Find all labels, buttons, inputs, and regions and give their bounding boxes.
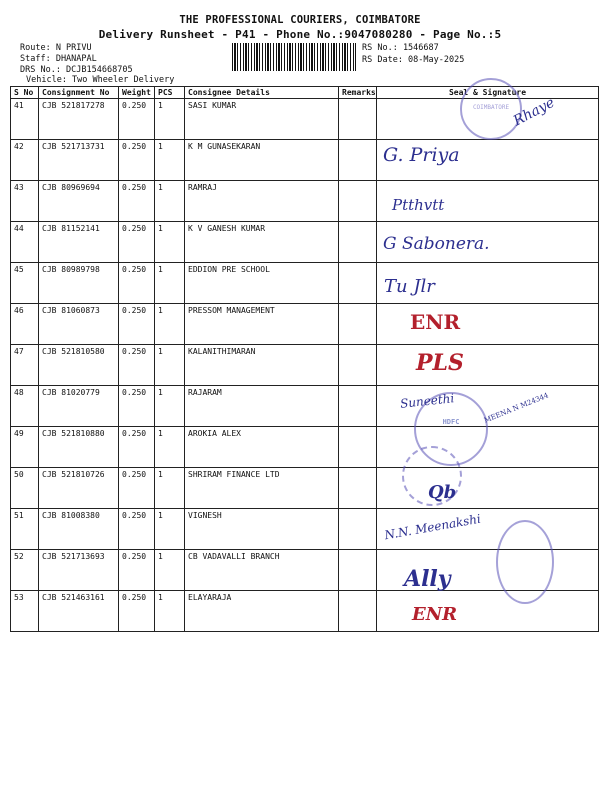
cell-consignee: ELAYARAJA <box>185 591 339 632</box>
cell-pcs: 1 <box>155 509 185 550</box>
cell-sno: 49 <box>11 427 39 468</box>
cell-consignment: CJB 80989798 <box>39 263 119 304</box>
cell-pcs: 1 <box>155 222 185 263</box>
cell-seal <box>377 386 599 427</box>
cell-consignee: SASI KUMAR <box>185 99 339 140</box>
cell-consignment: CJB 521713731 <box>39 140 119 181</box>
cell-remarks <box>339 468 377 509</box>
signature-43: Ptthvtt <box>392 196 445 214</box>
cell-consignment: CJB 521810580 <box>39 345 119 386</box>
cell-remarks <box>339 345 377 386</box>
table-row <box>11 181 599 222</box>
cell-weight: 0.250 <box>119 427 155 468</box>
cell-consignment: CJB 81008380 <box>39 509 119 550</box>
cell-pcs: 1 <box>155 263 185 304</box>
cell-sno: 43 <box>11 181 39 222</box>
cell-seal <box>377 345 599 386</box>
cell-pcs: 1 <box>155 427 185 468</box>
cell-consignee: CB VADAVALLI BRANCH <box>185 550 339 591</box>
header-weight: Weight <box>119 87 155 99</box>
table-row <box>11 468 599 509</box>
cell-weight: 0.250 <box>119 222 155 263</box>
cell-weight: 0.250 <box>119 550 155 591</box>
cell-sno: 45 <box>11 263 39 304</box>
signature-45: Tu Jlr <box>384 276 435 297</box>
cell-consignment: CJB 81020779 <box>39 386 119 427</box>
cell-consignment: CJB 81060873 <box>39 304 119 345</box>
runsheet-table <box>10 86 599 632</box>
cell-sno: 42 <box>11 140 39 181</box>
cell-remarks <box>339 140 377 181</box>
cell-consignment: CJB 521810880 <box>39 427 119 468</box>
header-remarks: Remarks <box>339 87 377 99</box>
cell-weight: 0.250 <box>119 591 155 632</box>
header-pcs: PCS <box>155 87 185 99</box>
table-row <box>11 386 599 427</box>
cell-weight: 0.250 <box>119 509 155 550</box>
signature-53: ENR <box>412 604 458 625</box>
cell-consignment: CJB 80969694 <box>39 181 119 222</box>
header-consignee: Consignee Details <box>185 87 339 99</box>
cell-weight: 0.250 <box>119 345 155 386</box>
cell-consignee: K V GANESH KUMAR <box>185 222 339 263</box>
cell-seal <box>377 591 599 632</box>
cell-pcs: 1 <box>155 591 185 632</box>
cell-pcs: 1 <box>155 304 185 345</box>
table-row <box>11 222 599 263</box>
header-sno: S No <box>11 87 39 99</box>
cell-seal <box>377 550 599 591</box>
table-row <box>11 345 599 386</box>
cell-remarks <box>339 427 377 468</box>
cell-consignment: CJB 521817278 <box>39 99 119 140</box>
cell-consignment: CJB 521810726 <box>39 468 119 509</box>
stamp-text: COIMBATORE <box>472 104 510 111</box>
cell-remarks <box>339 181 377 222</box>
cell-consignee: PRESSOM MANAGEMENT <box>185 304 339 345</box>
cell-seal <box>377 263 599 304</box>
cell-remarks <box>339 591 377 632</box>
cell-remarks <box>339 263 377 304</box>
cell-remarks <box>339 222 377 263</box>
signature-41: Rhaye <box>510 94 558 130</box>
cell-sno: 50 <box>11 468 39 509</box>
signature-48: Suneethi <box>399 391 455 411</box>
cell-consignment: CJB 521713693 <box>39 550 119 591</box>
staff: Staff: DHANAPAL <box>20 54 97 64</box>
cell-remarks <box>339 386 377 427</box>
cell-consignment: CJB 81152141 <box>39 222 119 263</box>
cell-weight: 0.250 <box>119 304 155 345</box>
runsheet-subtitle: Delivery Runsheet - P41 - Phone No.:9047080280 - Page No.:5 <box>98 28 502 41</box>
route: Route: N PRIVU <box>20 43 92 53</box>
signature-47: PLS <box>416 350 464 376</box>
cell-weight: 0.250 <box>119 386 155 427</box>
cell-sno: 46 <box>11 304 39 345</box>
header-consignment: Consignment No <box>39 87 119 99</box>
signature-50: Qb <box>428 482 457 503</box>
cell-sno: 53 <box>11 591 39 632</box>
cell-pcs: 1 <box>155 99 185 140</box>
signature-44: G Sabonera. <box>383 234 490 254</box>
table-row <box>11 427 599 468</box>
cell-seal <box>377 304 599 345</box>
cell-consignee: RAJARAM <box>185 386 339 427</box>
cell-pcs: 1 <box>155 345 185 386</box>
table-row <box>11 263 599 304</box>
table-row <box>11 509 599 550</box>
table-row <box>11 550 599 591</box>
cell-sno: 51 <box>11 509 39 550</box>
cell-consignee: VIGNESH <box>185 509 339 550</box>
drs-number: DRS No.: DCJB154668705 <box>20 65 133 75</box>
cell-sno: 44 <box>11 222 39 263</box>
cell-seal <box>377 140 599 181</box>
cell-seal <box>377 222 599 263</box>
cell-pcs: 1 <box>155 181 185 222</box>
cell-pcs: 1 <box>155 550 185 591</box>
cell-seal <box>377 181 599 222</box>
cell-weight: 0.250 <box>119 181 155 222</box>
cell-consignee: EDDION PRE SCHOOL <box>185 263 339 304</box>
cell-pcs: 1 <box>155 140 185 181</box>
company-title: THE PROFESSIONAL COURIERS, COIMBATORE <box>179 14 421 26</box>
cell-remarks <box>339 509 377 550</box>
cell-consignee: K M GUNASEKARAN <box>185 140 339 181</box>
cell-seal <box>377 427 599 468</box>
cell-sno: 48 <box>11 386 39 427</box>
rs-date: RS Date: 08-May-2025 <box>362 55 465 65</box>
signature-42: G. Priya <box>383 144 460 166</box>
cell-pcs: 1 <box>155 386 185 427</box>
table-row <box>11 304 599 345</box>
cell-consignment: CJB 521463161 <box>39 591 119 632</box>
cell-pcs: 1 <box>155 468 185 509</box>
cell-seal <box>377 468 599 509</box>
cell-sno: 52 <box>11 550 39 591</box>
cell-consignee: KALANITHIMARAN <box>185 345 339 386</box>
cell-remarks <box>339 99 377 140</box>
table-row <box>11 99 599 140</box>
rs-number: RS No.: 1546687 <box>362 43 439 53</box>
header-seal: Seal & Signature <box>377 87 599 99</box>
cell-consignee: AROKIA ALEX <box>185 427 339 468</box>
cell-weight: 0.250 <box>119 99 155 140</box>
cell-consignee: SHRIRAM FINANCE LTD <box>185 468 339 509</box>
table-header <box>11 87 599 99</box>
signature-46: ENR <box>410 310 461 334</box>
cell-sno: 41 <box>11 99 39 140</box>
cell-weight: 0.250 <box>119 140 155 181</box>
cell-seal <box>377 509 599 550</box>
stamp-text: HDFC <box>442 418 460 426</box>
cell-consignee: RAMRAJ <box>185 181 339 222</box>
cell-remarks <box>339 304 377 345</box>
cell-sno: 47 <box>11 345 39 386</box>
signature-51: N.N. Meenakshi <box>383 511 482 543</box>
cell-weight: 0.250 <box>119 263 155 304</box>
signature-52: Ally <box>404 566 451 592</box>
cell-remarks <box>339 550 377 591</box>
table-row <box>11 140 599 181</box>
table-row <box>11 591 599 632</box>
cell-weight: 0.250 <box>119 468 155 509</box>
vehicle: Vehicle: Two Wheeler Delivery <box>26 75 175 85</box>
barcode <box>232 43 356 71</box>
stamp-extra-text: MEENA N M24344 <box>482 391 550 425</box>
cell-seal <box>377 99 599 140</box>
